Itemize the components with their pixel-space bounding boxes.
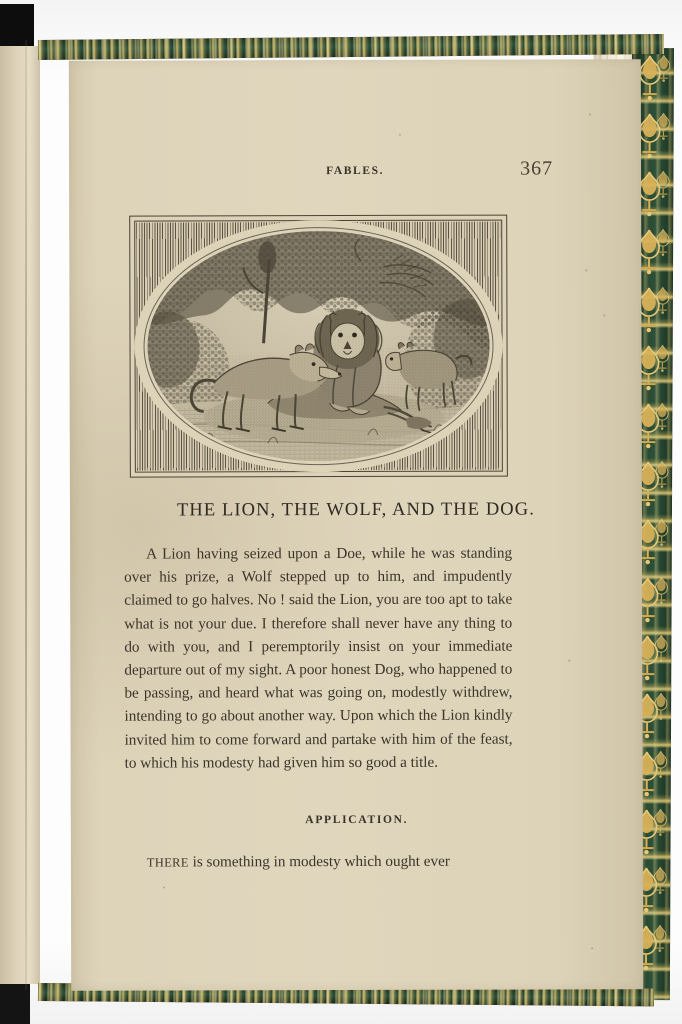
open-book: [32, 20, 670, 1012]
application-heading: APPLICATION.: [305, 813, 409, 827]
printed-page: [69, 59, 643, 990]
application-smallcaps-word: THERE: [146, 855, 189, 870]
gilt-tooling-top: [38, 34, 664, 60]
running-head-title: FABLES.: [326, 164, 385, 178]
page-number: 367: [520, 157, 554, 180]
engraving-vignette: [147, 231, 490, 462]
lion-wolf-dog-engraving-icon: [147, 231, 490, 462]
application-body-text: is something in modesty which ought ever: [188, 852, 450, 871]
fable-body-paragraph: A Lion having seized upon a Doe, while he was standing over his prize, a Wolf stepped up to him, and impudently claimed to go halves. No ! said the Lion, you are too apt to take what is not your due. I therefore shall never have any thing to do with you, and I peremptorily insist on your immediate departure out of my sight. A poor honest Dog, who happened to be passing, and heard what was going on, modestly withdrew, intending to go about another way. Upon which the Lion kindly invited him to come forward and partake with him of the feast, to which his modesty had given him so good a title.: [124, 544, 513, 772]
illustration-plate: [129, 215, 508, 478]
application-body: [125, 850, 513, 875]
gutter-crease: [25, 40, 27, 990]
running-head: [69, 164, 641, 177]
application-paragraph: [125, 850, 513, 875]
cover-top-edge-gilt: [38, 34, 664, 60]
fable-title: THE LION, THE WOLF, AND THE DOG.: [176, 499, 535, 521]
fable-body: [124, 542, 513, 775]
